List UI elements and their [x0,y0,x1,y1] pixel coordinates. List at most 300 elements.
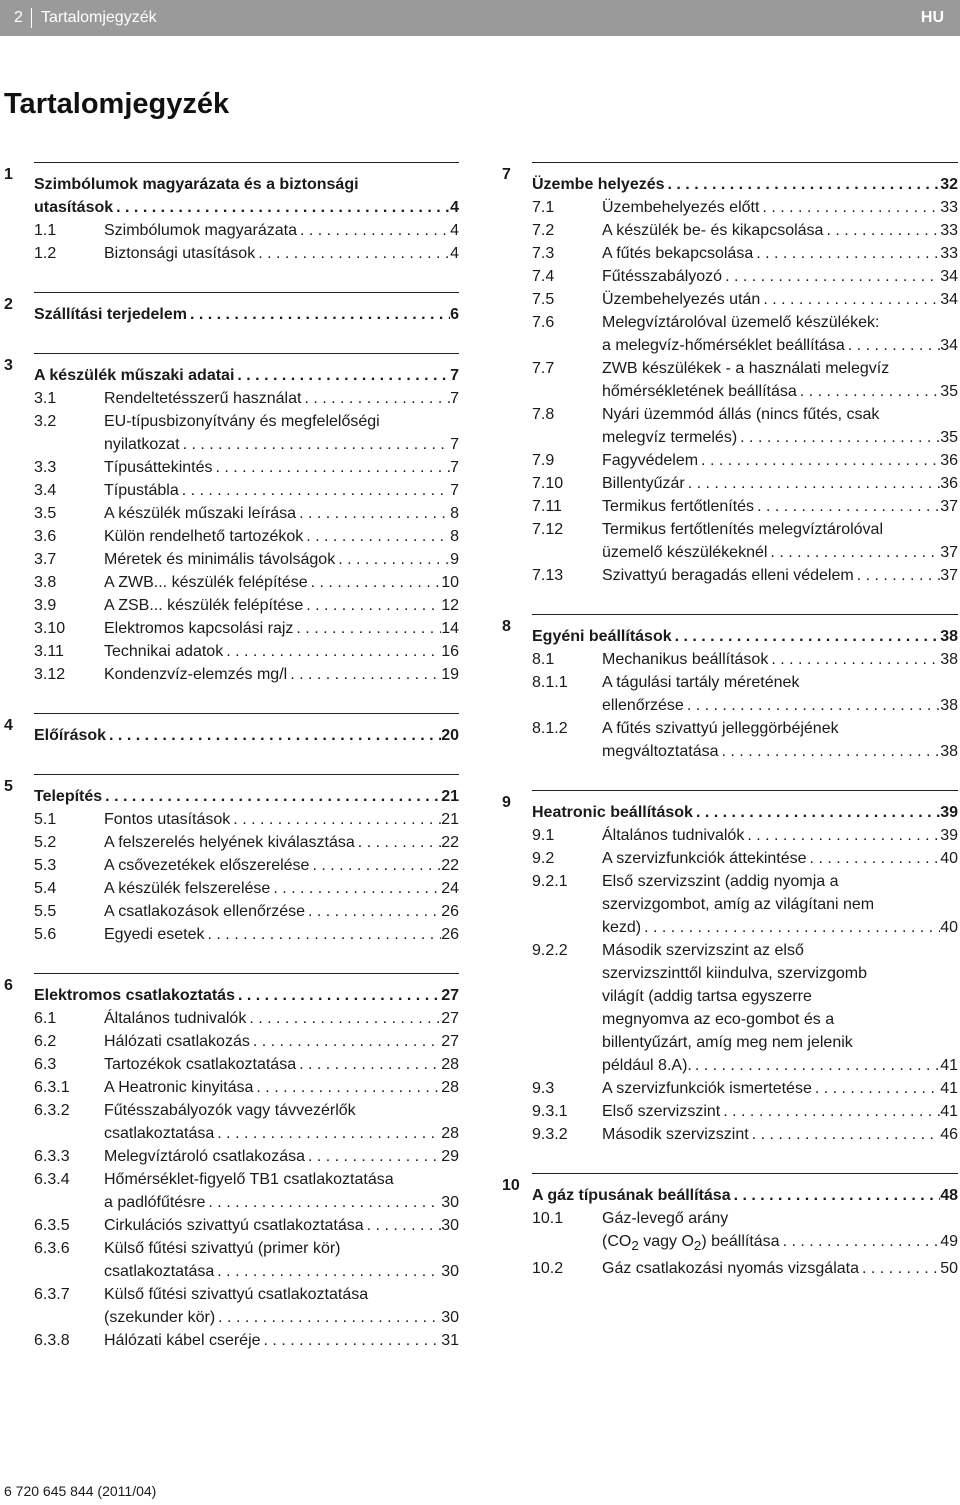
toc-subentry [502,472,958,495]
toc-subentry [4,571,459,594]
toc-subentry-leader [104,1076,459,1099]
toc-subentry-text: melegvíz termelés) [602,429,738,446]
toc-chapter-page-number: 6 [450,306,459,323]
toc-section [4,162,459,265]
toc-subentry-text: Szimbólumok magyarázata [104,222,297,239]
toc-subentry-label [4,1214,459,1237]
toc-subentry-leader [602,564,958,587]
toc-subentry-number: 5.2 [34,834,57,851]
dot-leader [214,1260,441,1283]
toc-section [4,713,459,747]
toc-subentry-leader [104,1145,459,1168]
dot-leader [665,173,941,196]
dot-leader [213,456,451,479]
header-title: Tartalomjegyzék [41,9,157,26]
toc-subentry-page-number: 4 [450,245,459,262]
toc-subentry-leader [602,648,958,671]
toc-subentry-page-number: 39 [940,827,958,844]
dot-leader [255,242,450,265]
toc-subentry [4,923,459,946]
toc-subentry-page-number: 22 [441,834,459,851]
toc-subentry-page-number: 26 [441,903,459,920]
toc-subentry-page-number: 38 [940,651,958,668]
toc-subentry [4,663,459,686]
toc-subentry-label [4,242,459,265]
toc-subentry-page-number: 28 [441,1125,459,1142]
dot-leader [744,824,940,847]
toc-chapter-title-line: Szimbólumok magyarázata és a biztonsági [34,176,359,193]
toc-subentry-number: 3.4 [34,482,57,499]
toc-subentry-leader [104,1329,459,1352]
toc-chapter-label [4,785,459,808]
toc-chapter-page-number: 4 [450,199,459,216]
toc-subentry-leader [104,1214,459,1237]
toc-subentry-leader [104,479,459,502]
toc-subentry-leader [104,525,459,548]
toc-subentry-title-line: Termikus fertőtlenítés melegvíztárolóval [602,521,883,538]
toc-subentry-number: 9.2.2 [532,942,568,959]
toc-subentry-leader [104,219,459,242]
toc-subentry-page-number: 33 [940,245,958,262]
toc-subentry-label [502,311,958,357]
toc-subentry [4,1099,459,1145]
toc-subentry [502,1257,958,1280]
toc-subentry [4,808,459,831]
toc-subentry-label [502,564,958,587]
toc-subentry-text: Általános tudnivalók [602,827,745,844]
toc-chapter-label [502,625,958,648]
toc-subentry-number: 6.3.5 [34,1217,70,1234]
toc-subentry-page-number: 29 [441,1148,459,1165]
toc-subentry-leader [104,571,459,594]
toc-subentry-number: 7.9 [532,452,555,469]
toc-subentry-label [4,1329,459,1352]
toc-subentry-title-line: Melegvíztárolóval üzemelő készülékek: [602,314,880,331]
toc-subentry-leader [602,472,958,495]
dot-leader [106,724,441,747]
dot-leader [246,1007,441,1030]
dot-leader [187,303,450,326]
toc-subentry-text: a padlófűtésre [104,1194,206,1211]
toc-subentry-leader [602,1077,958,1100]
toc-subentry-page-number: 37 [940,544,958,561]
toc-subentry-page-number: 12 [441,597,459,614]
dot-leader [759,196,940,219]
toc-subentry-leader [602,824,958,847]
dot-leader [179,479,450,502]
toc-section [502,790,958,1146]
toc-subentry-page-number: 28 [441,1056,459,1073]
toc-subentry-number: 3.3 [34,459,57,476]
dot-leader [859,1257,940,1280]
toc-subentry-leader [602,265,958,288]
toc-subentry [4,831,459,854]
toc-subentry-leader [602,380,958,403]
toc-subentry-number: 9.3.1 [532,1103,568,1120]
dot-leader [296,1053,441,1076]
toc-chapter-leader [34,984,459,1007]
toc-chapter-text: Szállítási terjedelem [34,306,187,323]
toc-subentry [4,1030,459,1053]
toc-chapter-number: 5 [4,778,13,795]
toc-subentry-page-number: 24 [441,880,459,897]
toc-subentry-title-line: Fűtésszabályozók vagy távvezérlők [104,1102,356,1119]
toc-chapter-label [4,984,459,1007]
toc-subentry-page-number: 40 [940,850,958,867]
toc-chapter-leader [532,801,958,824]
toc-subentry-leader [602,740,958,763]
dot-leader [234,364,450,387]
dot-leader [215,1306,441,1329]
toc-chapter-label [4,364,459,387]
toc-subentry-text: ellenőrzése [602,697,684,714]
toc-subentry-number: 9.1 [532,827,555,844]
toc-chapter-page-number: 32 [940,176,958,193]
toc-subentry-number: 7.12 [532,521,564,538]
toc-subentry [4,219,459,242]
toc-subentry [502,847,958,870]
dot-leader [780,1230,941,1253]
toc-subentry-label [4,640,459,663]
toc-subentry-leader [104,502,459,525]
toc-chapter [502,791,958,824]
dot-leader [768,648,940,671]
toc-subentry-number: 9.3 [532,1080,555,1097]
toc-subentry-number: 8.1.2 [532,720,568,737]
toc-subentry-number: 7.10 [532,475,564,492]
dot-leader [309,854,441,877]
toc-subentry-page-number: 30 [441,1194,459,1211]
toc-subentry-text: A készülék műszaki leírása [104,505,297,522]
toc-subentry-label [502,1207,958,1257]
toc-subentry-leader [104,663,459,686]
header-divider [31,8,32,28]
toc-subentry-page-number: 8 [450,528,459,545]
toc-subentry-label [4,663,459,686]
toc-chapter-number: 2 [4,296,13,313]
toc-subentry [4,1076,459,1099]
toc-subentry-leader [602,449,958,472]
toc-subentry [502,219,958,242]
toc-chapter-page-number: 27 [441,987,459,1004]
toc-subentry-leader [104,387,459,410]
toc-subentry-label [4,1099,459,1145]
toc-subentry-number: 8.1.1 [532,674,568,691]
toc-subentry-title-line: Hőmérséklet-figyelő TB1 csatlakoztatása [104,1171,394,1188]
dot-leader [180,433,451,456]
toc-chapter-page-number: 38 [940,628,958,645]
toc-subentry-page-number: 22 [441,857,459,874]
dot-leader [308,571,442,594]
toc-subentry-page-number: 34 [940,268,958,285]
toc-subentry-text: Technikai adatok [104,643,224,660]
toc-subentry-page-number: 14 [441,620,459,637]
toc-subentry-page-number: 46 [940,1126,958,1143]
toc-subentry-leader [104,854,459,877]
toc-subentry-text: Mechanikus beállítások [602,651,769,668]
toc-subentry [502,939,958,1077]
toc-subentry [4,877,459,900]
toc-subentry-number: 3.1 [34,390,57,407]
dot-leader [305,1145,441,1168]
toc-subentry-label [4,548,459,571]
toc-subentry-number: 6.3.1 [34,1079,70,1096]
dot-leader [287,663,441,686]
dot-leader [205,1191,441,1214]
toc-subentry-label [502,870,958,939]
toc-subentry-number: 3.7 [34,551,57,568]
toc-subentry [502,495,958,518]
toc-subentry-label [502,1257,958,1280]
toc-chapter-number: 1 [4,166,13,183]
dot-leader [305,900,441,923]
toc-subentry-text: Általános tudnivalók [104,1010,247,1027]
toc-subentry-label [4,525,459,548]
toc-subentry-text: nyilatkozat [104,436,180,453]
toc-chapter-text: A gáz típusának beállítása [532,1187,731,1204]
toc-subentry [502,717,958,763]
toc-subentry-number: 3.6 [34,528,57,545]
toc-subentry [502,265,958,288]
toc-subentry-label [502,671,958,717]
toc-subentry [502,564,958,587]
dot-leader [693,801,940,824]
toc-subentry-label [502,518,958,564]
toc-subentry-label [4,502,459,525]
toc-section [4,353,459,686]
toc-subentry-text: A ZWB... készülék felépítése [104,574,308,591]
toc-subentry-text: hőmérsékletének beállítása [602,383,797,400]
toc-subentry-page-number: 37 [940,567,958,584]
toc-subentry-page-number: 41 [940,1103,958,1120]
toc-subentry-page-number: 38 [940,697,958,714]
toc-subentry-label [4,808,459,831]
toc-subentry-label [4,1168,459,1214]
toc-chapter [4,974,459,1007]
toc-subentry-number: 3.5 [34,505,57,522]
dot-leader [301,387,450,410]
toc-subentry-label [4,1030,459,1053]
toc-subentry-page-number: 28 [441,1079,459,1096]
toc-subentry [4,479,459,502]
toc-subentry [4,1007,459,1030]
dot-leader [807,847,941,870]
toc-subentry-number: 5.3 [34,857,57,874]
toc-subentry-number: 6.3.3 [34,1148,70,1165]
toc-subentry-text: Elektromos kapcsolási rajz [104,620,294,637]
toc-subentry-text: Cirkulációs szivattyú csatlakoztatása [104,1217,364,1234]
toc-subentry-label [502,1077,958,1100]
toc-subentry-page-number: 34 [940,337,958,354]
toc-subentry-label [4,877,459,900]
text-part: (CO [602,1233,632,1250]
toc-subentry-leader [602,847,958,870]
toc-subentry-page-number: 49 [940,1233,958,1250]
dot-leader [722,265,940,288]
dot-leader [754,495,940,518]
dot-leader [223,640,441,663]
toc-subentry-number: 7.6 [532,314,555,331]
toc-subentry-page-number: 33 [940,199,958,216]
dot-leader [684,694,940,717]
toc-subentry [502,870,958,939]
toc-subentry-label [4,410,459,456]
toc-subentry-text: Tartozékok csatlakoztatása [104,1056,297,1073]
toc-subentry-text: Kondenzvíz-elemzés mg/l [104,666,288,683]
toc-subentry-text: (szekunder kör) [104,1309,216,1326]
toc-subentry [4,242,459,265]
toc-subentry-text: Üzembehelyezés után [602,291,761,308]
toc-subentry-page-number: 19 [441,666,459,683]
dot-leader [296,502,450,525]
toc-subentry-label [502,357,958,403]
toc-chapter [4,354,459,387]
toc-subentry-number: 6.3.7 [34,1286,70,1303]
toc-subentry-label [4,1145,459,1168]
toc-chapter-leader [532,1184,958,1207]
toc-subentry-label [502,824,958,847]
toc-subentry-page-number: 9 [450,551,459,568]
toc-subentry [4,1168,459,1214]
toc-subentry-text: Gáz csatlakozási nyomás vizsgálata [602,1260,859,1278]
toc-subentry [4,640,459,663]
toc-subentry-title-line: Külső fűtési szivattyú (primer kör) [104,1240,341,1257]
toc-chapter-text: Elektromos csatlakoztatás [34,987,235,1004]
toc-subentry-page-number: 35 [940,383,958,400]
toc-subentry-text: csatlakoztatása [104,1125,215,1142]
toc-subentry-number: 5.1 [34,811,57,828]
toc-chapter-text: Telepítés [34,788,103,805]
toc-subentry [4,617,459,640]
toc-subentry [4,1329,459,1352]
toc-subentry-number: 6.2 [34,1033,57,1050]
toc-chapter-page-number: 21 [441,788,459,805]
toc-subentry-label [502,847,958,870]
toc-chapter-leader [34,724,459,747]
toc-subentry-number: 3.10 [34,620,66,637]
toc-subentry-leader [104,1306,459,1329]
toc-subentry-leader [104,1191,459,1214]
toc-subentry-title-line: Nyári üzemmód állás (nincs fűtés, csak [602,406,880,423]
toc-subentry [502,196,958,219]
toc-subentry [502,242,958,265]
toc-subentry-text: kezd) [602,919,642,936]
dot-leader [753,242,940,265]
dot-leader [641,916,940,939]
toc-subentry-text [602,1230,780,1257]
toc-subentry-text: Biztonsági utasítások [104,245,256,262]
toc-subentry-page-number: 8 [450,505,459,522]
dot-leader [823,219,940,242]
toc-subentry-label [4,923,459,946]
toc-subentry-title-line: A tágulási tartály méretének [602,674,800,691]
dot-leader [335,548,450,571]
toc-chapter-number: 10 [502,1177,520,1194]
toc-subentry-number: 7.8 [532,406,555,423]
toc-subentry [502,403,958,449]
toc-chapter-text: Egyéni beállítások [532,628,672,645]
toc-subentry-number: 7.3 [532,245,555,262]
toc-subentry-page-number: 35 [940,429,958,446]
toc-subentry [4,548,459,571]
toc-subentry-leader [104,456,459,479]
toc-subentry-text: Méretek és minimális távolságok [104,551,336,568]
dot-leader [749,1123,941,1146]
dot-leader [293,617,441,640]
dot-leader [303,525,450,548]
dot-leader [113,196,450,219]
toc-subentry-page-number: 33 [940,222,958,239]
header-language: HU [920,9,944,26]
header-page-number: 2 [14,9,23,26]
toc-subentry-page-number: 30 [441,1217,459,1234]
toc-chapter-number: 8 [502,618,511,635]
toc-subentry-number: 9.2.1 [532,873,568,890]
dot-leader [205,923,442,946]
toc-chapter-label [4,173,459,219]
toc-subentry-label [4,900,459,923]
toc-chapter [502,615,958,648]
toc-subentry-number: 5.5 [34,903,57,920]
toc-section [4,292,459,326]
toc-subentry-number: 7.13 [532,567,564,584]
toc-subentry [4,1214,459,1237]
toc-subentry-text: Típustábla [104,482,179,499]
toc-subentry-label [502,288,958,311]
toc-subentry-page-number: 7 [450,390,459,407]
toc-chapter-leader [34,364,459,387]
toc-chapter-text: Előírások [34,727,107,744]
toc-subentry-text: Szivattyú beragadás elleni védelem [602,567,854,584]
toc-subentry-text: A Heatronic kinyitása [104,1079,254,1096]
toc-subentry-leader [602,288,958,311]
text-part: vagy O [638,1233,694,1250]
toc-subentry [502,1123,958,1146]
dot-leader [692,1054,940,1077]
toc-subentry-page-number: 36 [940,475,958,492]
toc-subentry-number: 3.12 [34,666,66,683]
toc-subentry-label [502,717,958,763]
toc-chapter-number: 3 [4,357,13,374]
toc-chapter [502,163,958,196]
toc-subentry-text: Fagyvédelem [602,452,699,469]
dot-leader [698,449,940,472]
toc-subentry-leader [104,831,459,854]
toc-subentry-leader [602,219,958,242]
toc-subentry-leader [104,548,459,571]
toc-subentry-label [4,1283,459,1329]
toc-subentry [4,1145,459,1168]
toc-chapter [4,163,459,219]
document-code: 6 720 645 844 (2011/04) [4,1483,157,1499]
toc-subentry [4,1053,459,1076]
toc-subentry-label [502,242,958,265]
toc-subentry-leader [104,1260,459,1283]
toc-subentry [4,456,459,479]
toc-subentry-page-number: 26 [441,926,459,943]
toc-subentry-number: 6.1 [34,1010,57,1027]
toc-chapter [4,714,459,747]
toc-subentry [502,824,958,847]
toc-subentry-title-line: Külső fűtési szivattyú csatlakoztatása [104,1286,369,1303]
toc-subentry-number: 8.1 [532,651,555,668]
toc-subentry-leader [602,1123,958,1146]
toc-subentry-label [502,1100,958,1123]
toc-subentry-text: Billentyűzár [602,475,685,492]
toc-subentry-leader [104,242,459,265]
toc-subentry-text: Második szervizszint [602,1126,749,1143]
toc-subentry-label [4,456,459,479]
